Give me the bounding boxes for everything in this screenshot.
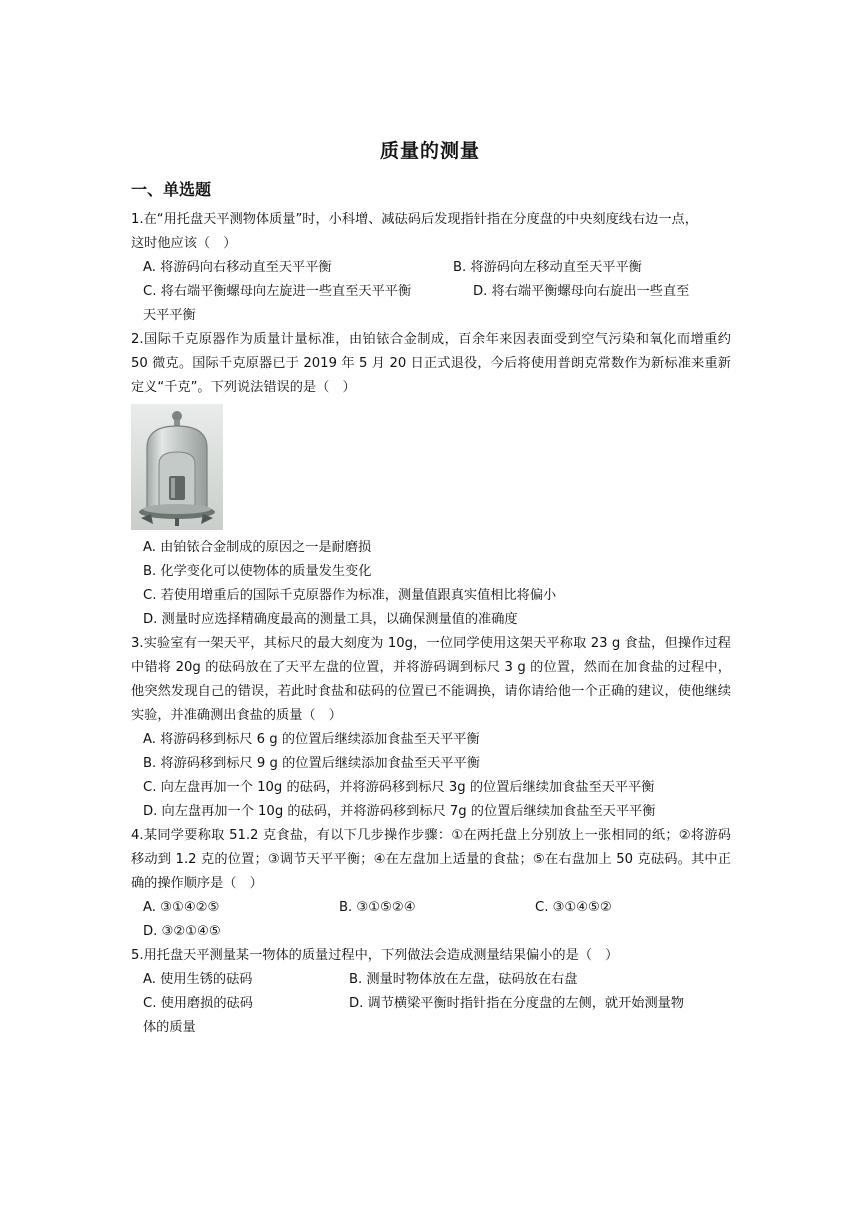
question-2-option-c: C. 若使用增重后的国际千克原器作为标准，测量值跟真实值相比将偏小 — [143, 588, 557, 603]
page-title: 质量的测量 — [379, 140, 480, 162]
question-5-option-a: A. 使用生锈的砝码 — [143, 972, 253, 987]
question-3-option-b: B. 将游码移到标尺 9 g 的位置后继续添加食盐至天平平衡 — [143, 756, 480, 771]
question-2-stem: 2.国际千克原器作为质量计量标准，由铂铱合金制成，百余年来因表面受到空气污染和氧化而增重约 50 微克。国际千克原器已于 2019 年 5 月 20 日正式退役，今后将使用普朗克常数作为新标准来重新定义“千克”。下列说法错误的是（ ） — [131, 332, 731, 395]
question-3-option-a: A. 将游码移到标尺 6 g 的位置后继续添加食盐至天平平衡 — [143, 732, 480, 747]
question-1-stem: 1.在“用托盘天平测物体质量”时，小科增、减砝码后发现指针指在分度盘的中央刻度线右边一点， — [131, 212, 698, 227]
question-2-option-a: A. 由铂铱合金制成的原因之一是耐磨损 — [143, 540, 372, 555]
question-1-stem-cont: 这时他应该（ ） — [131, 236, 237, 251]
question-2 — [131, 328, 731, 632]
question-4-stem: 4.某同学要称取 51.2 克食盐，有以下几步操作步骤：①在两托盘上分别放上一张相同的纸；②将游码移动到 1.2 克的位置；③调节天平平衡；④在左盘加上适量的食盐；⑤在右盘加上 50 克砝码。其中正确的操作顺序是（ ） — [131, 828, 731, 891]
question-4-option-c: C. ③①④⑤② — [535, 900, 612, 915]
question-5-option-b: B. 测量时物体放在左盘，砝码放在右盘 — [349, 972, 578, 987]
question-2-option-b: B. 化学变化可以使物体的质量发生变化 — [143, 564, 372, 579]
question-3-stem: 3.实验室有一架天平，其标尺的最大刻度为 10g，一位同学使用这架天平称取 23 g 食盐，但操作过程中错将 20g 的砝码放在了天平左盘的位置，并将游码调到标尺 3 g 的位置，然而在加食盐的过程中，他突然发现自己的错误，若此时食盐和砝码的位置已不能调换，请你请给他一个正确的建议，使他继续实验，并准确测出食盐的质量（ ） — [131, 636, 731, 723]
question-5-option-d: D. 调节横梁平衡时指针指在分度盘的左侧，就开始测量物 — [349, 996, 685, 1011]
kilogram-prototype-image — [131, 404, 223, 530]
question-3 — [131, 632, 731, 824]
question-5 — [131, 944, 731, 1040]
question-1-option-d-cont: 天平平衡 — [143, 308, 196, 323]
question-5-stem: 5.用托盘天平测量某一物体的质量过程中，下列做法会造成测量结果偏小的是（ ） — [131, 948, 619, 963]
question-1-option-d: D. 将右端平衡螺母向右旋出一些直至 — [473, 284, 690, 299]
question-4-option-a: A. ③①④②⑤ — [143, 900, 220, 915]
question-3-option-d: D. 向左盘再加一个 10g 的砝码，并将游码移到标尺 7g 的位置后继续加食盐至天平平衡 — [143, 804, 656, 819]
question-1-option-b: B. 将游码向左移动直至天平平衡 — [453, 260, 642, 275]
question-1 — [131, 208, 731, 328]
question-list — [131, 208, 731, 1040]
question-3-option-c: C. 向左盘再加一个 10g 的砝码，并将游码移到标尺 3g 的位置后继续加食盐至天平平衡 — [143, 780, 655, 795]
question-1-option-c: C. 将右端平衡螺母向左旋进一些直至天平平衡 — [143, 284, 412, 299]
question-5-option-d-cont: 体的质量 — [143, 1020, 196, 1035]
question-5-option-c: C. 使用磨损的砝码 — [143, 996, 253, 1011]
question-1-option-a: A. 将游码向右移动直至天平平衡 — [143, 260, 332, 275]
question-4 — [131, 824, 731, 944]
question-2-option-d: D. 测量时应选择精确度最高的测量工具，以确保测量值的准确度 — [143, 612, 518, 627]
question-4-option-d: D. ③②①④⑤ — [143, 924, 221, 939]
question-4-option-b: B. ③①⑤②④ — [339, 900, 416, 915]
section-heading: 一、单选题 — [131, 180, 212, 199]
